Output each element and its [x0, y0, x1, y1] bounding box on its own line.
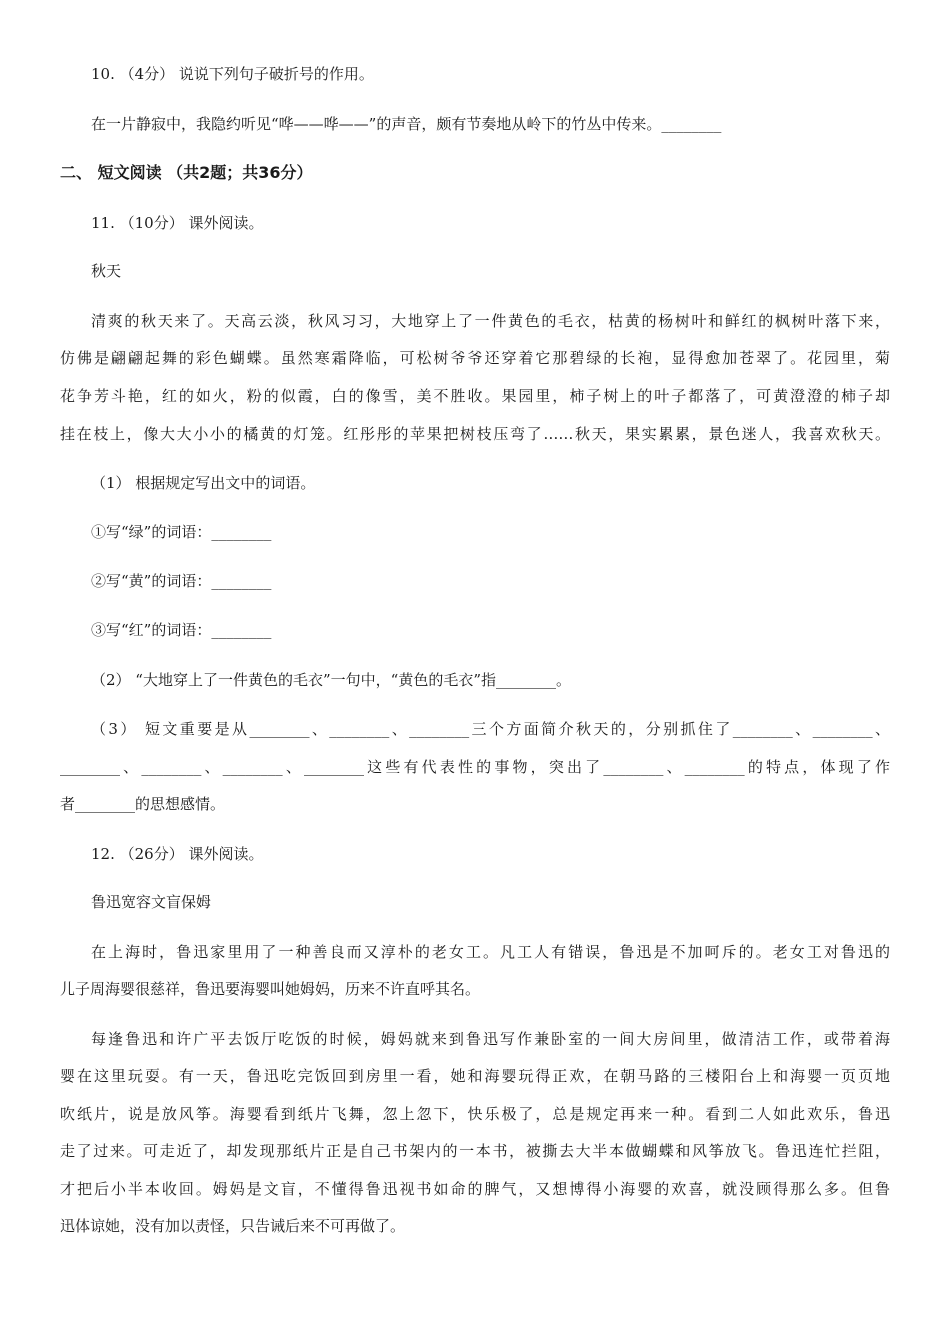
q12-para2-line: 吹纸片，说是放风筝。海婴看到纸片飞舞，忽上忽下，快乐极了，总是规定再来一种。看到二人如此欢乐，鲁迅	[60, 1105, 890, 1123]
q12-passage-title: 鲁迅宽容文盲保姆	[91, 893, 212, 911]
q10-header: 10. （4分） 说说下列句子破折号的作用。	[91, 65, 374, 83]
q11-header: 11. （10分） 课外阅读。	[91, 214, 264, 232]
q11-passage-line: 挂在枝上，像大大小小的橘黄的灯笼。红彤彤的苹果把树枝压弯了……秋天，果实累累，景色迷人，我喜欢秋天。	[60, 425, 890, 443]
q11-item-red: ③写“红”的词语：________	[91, 621, 272, 639]
q12-para2-line: 婴在这里玩耍。有一天，鲁迅吃完饭回到房里一看，她和海婴玩得正欢，在朝马路的三楼阳台上和海婴一页页地	[60, 1067, 890, 1085]
q12-para2-line: 走了过来。可走近了，却发现那纸片正是自己书架内的一本书，被撕去大半本做蝴蝶和风筝放飞。鲁迅连忙拦阻，	[60, 1142, 890, 1160]
q12-para1-line: 在上海时，鲁迅家里用了一种善良而又淳朴的老女工。凡工人有错误，鲁迅是不加呵斥的。老女工对鲁迅的	[91, 943, 890, 961]
section2-title: 二、 短文阅读 （共2题；共36分）	[60, 163, 313, 182]
q10-sentence: 在一片静寂中，我隐约听见“哗——哗——”的声音，颇有节奏地从岭下的竹丛中传来。________	[91, 115, 722, 133]
q11-passage-title: 秋天	[91, 262, 122, 280]
q11-item-green: ①写“绿”的词语：________	[91, 523, 272, 541]
q11-sub1: （1） 根据规定写出文中的词语。	[91, 474, 316, 492]
q11-passage-line: 清爽的秋天来了。天高云淡，秋风习习，大地穿上了一件黄色的毛衣，枯黄的杨树叶和鲜红的枫树叶落下来，	[91, 312, 890, 330]
q11-sub3-line: 者________的思想感情。	[60, 795, 226, 813]
q12-para2-line: 每逢鲁迅和许广平去饭厅吃饭的时候，姆妈就来到鲁迅写作兼卧室的一间大房间里，做清洁工作，或带着海	[91, 1030, 890, 1048]
q12-header: 12. （26分） 课外阅读。	[91, 845, 264, 863]
q11-passage-line: 仿佛是翩翩起舞的彩色蝴蝶。虽然寒霜降临，可松树爷爷还穿着它那碧绿的长袍，显得愈加苍翠了。花园里，菊	[60, 349, 890, 367]
q12-para1-line: 儿子周海婴很慈祥，鲁迅要海婴叫她姆妈，历来不许直呼其名。	[60, 980, 481, 998]
q11-passage-line: 花争芳斗艳，红的如火，粉的似霞，白的像雪，美不胜收。果园里，柿子树上的叶子都落了，可黄澄澄的柿子却	[60, 387, 890, 405]
q11-item-yellow: ②写“黄”的词语：________	[91, 572, 272, 590]
q12-para2-line: 才把后小半本收回。姆妈是文盲，不懂得鲁迅视书如命的脾气，又想博得小海婴的欢喜，就没顾得那么多。但鲁	[60, 1180, 890, 1198]
q11-sub3-line: （3） 短文重要是从________、________、________三个方面简介秋天的，分别抓住了________、________、	[91, 720, 890, 738]
q11-sub2: （2） “大地穿上了一件黄色的毛衣”一句中，“黄色的毛衣”指________。	[91, 671, 571, 689]
q11-sub3-line: ________、________、________、________这些有代表性的事物，突出了________、________的特点，体现了作	[60, 758, 890, 776]
q12-para2-line: 迅体谅她，没有加以责怪，只告诫后来不可再做了。	[60, 1217, 406, 1235]
